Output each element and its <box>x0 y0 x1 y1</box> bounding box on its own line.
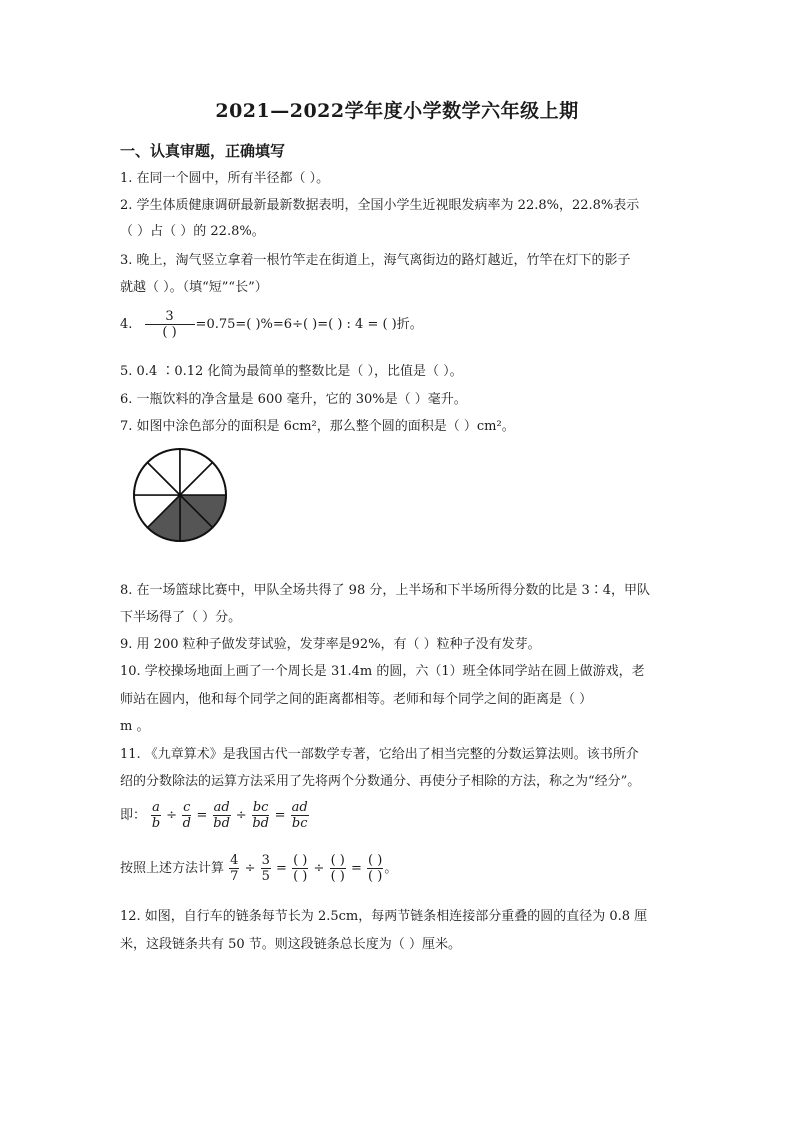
section-heading: 一、认真审题，正确填写 <box>120 142 286 160</box>
question-5: 5. 0.4 ∶0.12 化简为最简单的整数比是（ ），比值是（ ）。 <box>120 364 463 379</box>
divide-sign: ÷ <box>166 808 177 823</box>
question-8-line-1: 8. 在一场篮球比赛中，甲队全场共得了 98 分，上半场和下半场所得分数的比是 3∶4，甲队 <box>120 583 651 598</box>
equals-sign: = <box>350 861 362 876</box>
question-4 <box>120 309 423 340</box>
fraction-3-5: $\frac{3}{5}$ <box>261 853 270 884</box>
blank-fraction: $\frac{( )}{( )}$ <box>330 853 345 884</box>
shaded-circle-figure <box>130 445 230 545</box>
fraction-a-b: $\frac{a}{b}$ <box>151 800 161 831</box>
question-3-line-2: 就越（ ）。（填“短”“长”） <box>120 280 268 295</box>
question-8-line-2: 下半场得了（ ）分。 <box>120 610 242 625</box>
question-9: 9. 用 200 粒种子做发芽试验，发芽率是92%，有（ ）粒种子没有发芽。 <box>120 637 541 652</box>
formula-prefix: 即： <box>120 808 147 823</box>
question-7: 7. 如图中涂色部分的面积是 6cm²，那么整个圆的面积是（ ）cm²。 <box>120 419 515 434</box>
blank-fraction: $\frac{( )}{( )}$ <box>368 853 383 884</box>
fraction-c-d: $\frac{c}{d}$ <box>182 800 191 831</box>
question-6: 6. 一瓶饮料的净含量是 600 毫升，它的 30%是（ ）毫升。 <box>120 392 467 407</box>
calc-prefix: 按照上述方法计算 <box>120 861 225 876</box>
fraction-4-7: $\frac{4}{7}$ <box>230 853 239 884</box>
calc-suffix: 。 <box>384 861 398 876</box>
equals-sign: = <box>196 808 208 823</box>
question-11-line-2: 绍的分数除法的运算方法采用了先将两个分数通分、再使分子相除的方法，称之为“经分”。 <box>120 774 641 789</box>
question-10-line-1: 10. 学校操场地面上画了一个周长是 31.4m 的圆，六（1）班全体同学站在圆上做游戏，老 <box>120 664 645 679</box>
blank-fraction: $\frac{( )}{( )}$ <box>293 853 308 884</box>
question-3-line-1: 3. 晚上，淘气竖立拿着一根竹竿走在街道上，海气离街边的路灯越近，竹竿在灯下的影子 <box>120 253 631 268</box>
divide-sign: ÷ <box>235 808 247 823</box>
fraction-ad-bc: $\frac{ad}{bc}$ <box>291 800 308 831</box>
question-10-line-3: m 。 <box>120 719 150 734</box>
fraction-bc-bd: $\frac{bc}{bd}$ <box>252 800 269 831</box>
question-12-line-1: 12. 如图，自行车的链条每节长为 2.5cm，每两节链条相连接部分重叠的圆的直径为 0.8 厘 <box>120 909 648 924</box>
divide-sign: ÷ <box>244 861 256 876</box>
question-2-line-2: （ ）占（ ）的 22.8%。 <box>120 224 265 239</box>
question-4-fraction <box>145 309 195 340</box>
fraction-ad-bd: $\frac{ad}{bd}$ <box>213 800 230 831</box>
fraction-denominator: ( ) <box>162 325 177 340</box>
question-1: 1. 在同一个圆中，所有半径都（ ）。 <box>120 171 330 186</box>
question-11-formula <box>120 800 310 831</box>
equals-sign: = <box>274 808 286 823</box>
divide-sign: ÷ <box>313 861 325 876</box>
question-11-line-1: 11. 《九章算术》是我国古代一部数学专著，它给出了相当完整的分数运算法则。该书所介 <box>120 747 639 762</box>
equals-sign: = <box>276 861 287 876</box>
question-4-rest: =0.75=( )%=6÷( )=( ) : 4 = ( )折。 <box>195 317 423 332</box>
page-title: 2021—2022学年度小学数学六年级上期 <box>215 100 579 122</box>
question-10-line-2: 师站在圆内，他和每个同学之间的距离都相等。老师和每个同学之间的距离是（ ） <box>120 692 593 707</box>
fraction-numerator: 3 <box>145 309 195 325</box>
question-12-line-2: 米，这段链条共有 50 节。则这段链条总长度为（ ）厘米。 <box>120 937 461 952</box>
question-11-calculation <box>120 853 397 884</box>
question-2-line-1: 2. 学生体质健康调研最新最新数据表明，全国小学生近视眼发病率为 22.8%，22.8%表示 <box>120 198 640 213</box>
question-4-number: 4. <box>120 317 133 332</box>
